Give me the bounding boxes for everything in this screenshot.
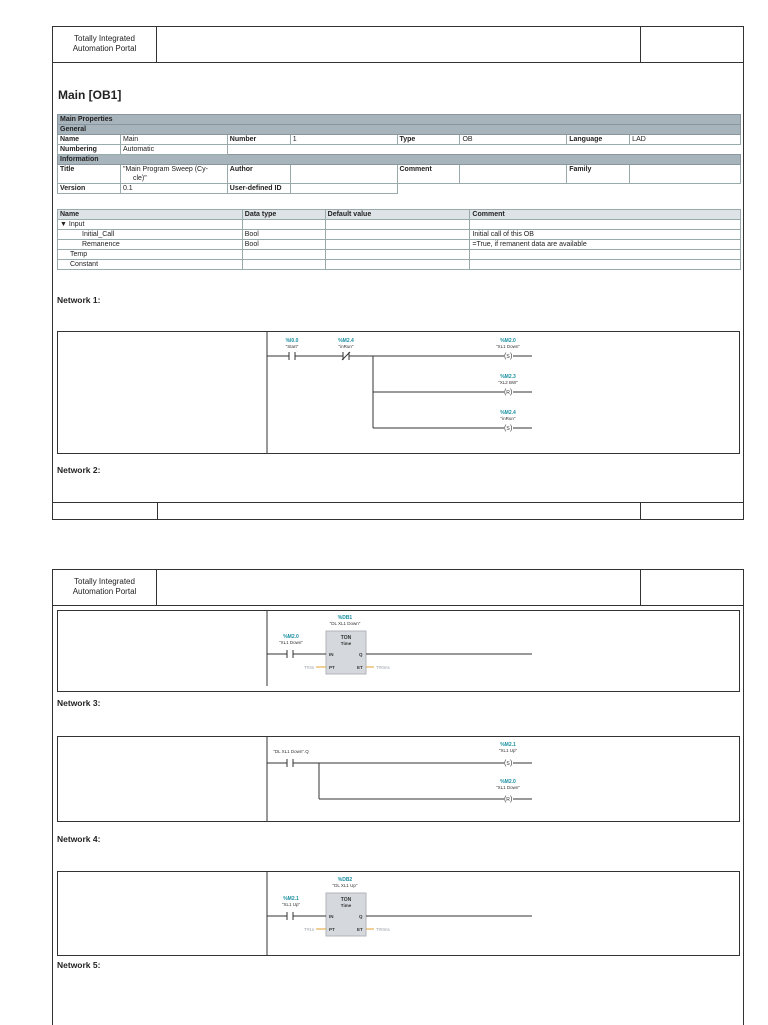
contact-tag: "XL1 Up" (281, 902, 301, 907)
network-4-ladder (58, 872, 739, 955)
pin-et: ET (357, 927, 363, 932)
pin-q: Q (359, 914, 363, 919)
title-label: Title (58, 165, 121, 184)
contact-1-address: %I0.0 (285, 338, 299, 344)
contact-2-address: %M2.4 (338, 338, 354, 344)
type-label: Type (397, 135, 460, 145)
col-data-type: Data type (242, 210, 325, 220)
table-row (58, 230, 741, 240)
brand-line-2: Automation Portal (72, 587, 137, 596)
row-name: Temp (58, 250, 243, 260)
contact-address: %M2.1 (283, 896, 299, 902)
svg-text:): ) (510, 425, 513, 432)
db-tag: "DL XL1 Up" (332, 883, 358, 888)
row-type: Bool (242, 240, 325, 250)
row-name: Input (68, 221, 85, 228)
main-properties-band: Main Properties (58, 115, 741, 125)
et-value: T#0ms (376, 665, 390, 670)
page-1-footer (52, 502, 744, 520)
svg-text:): ) (510, 353, 513, 360)
row-default (325, 230, 470, 240)
coil-3-tag: "inRun" (500, 416, 516, 421)
version-value: 0.1 (120, 184, 227, 194)
title-value (120, 165, 227, 184)
network-2-box (57, 610, 740, 692)
numbering-label: Numbering (58, 145, 121, 155)
row-type (242, 220, 325, 230)
comment-label: Comment (397, 165, 460, 184)
page-1-header (52, 26, 744, 63)
language-value: LAD (630, 135, 741, 145)
tia-portal-logo-text (53, 27, 157, 62)
numbering-value: Automatic (120, 145, 227, 155)
user-defined-id-label: User-defined ID (227, 184, 290, 194)
network-4-title: Network 4: (57, 834, 101, 844)
table-row (58, 240, 741, 250)
svg-text:): ) (510, 796, 513, 803)
table-row (58, 250, 741, 260)
family-label: Family (567, 165, 630, 184)
name-label: Name (58, 135, 121, 145)
row-default (325, 250, 470, 260)
row-comment: Initial call of this OB (470, 230, 741, 240)
network-2-ladder (58, 611, 739, 691)
row-name: Constant (58, 260, 243, 270)
coil-1-tag: "XL1 Down" (496, 344, 520, 349)
contact-tag: "DL XL1 Down".Q (273, 749, 309, 754)
information-band: Information (58, 155, 741, 165)
db-address: %DB2 (337, 877, 353, 883)
coil-1-tag: "XL1 Up" (498, 748, 518, 753)
row-type (242, 250, 325, 260)
coil-3-letter: S (506, 426, 510, 432)
pin-et: ET (357, 665, 363, 670)
network-5-title: Network 5: (57, 960, 101, 970)
row-name: Remanence (58, 240, 243, 250)
version-label: Version (58, 184, 121, 194)
number-label: Number (227, 135, 290, 145)
coil-2-letter: R (506, 390, 510, 396)
network-1-title: Network 1: (57, 295, 101, 305)
row-comment (470, 250, 741, 260)
language-label: Language (567, 135, 630, 145)
et-value: T#0ms (376, 927, 390, 932)
coil-2-tag: "XL1 Down" (496, 785, 520, 790)
network-1-box (57, 331, 740, 454)
network-3-box (57, 736, 740, 822)
db-tag: "DL XL1 Down" (329, 621, 361, 626)
svg-text:(: ( (504, 760, 507, 767)
pin-pt: PT (329, 927, 335, 932)
coil-1-letter: S (506, 761, 510, 767)
number-value: 1 (290, 135, 397, 145)
db-address: %DB1 (337, 615, 353, 621)
tia-portal-logo-text (53, 570, 157, 605)
properties-table (57, 114, 741, 194)
block-title: Main [OB1] (58, 88, 122, 102)
table-row (58, 220, 741, 230)
title-value-line-1: "Main Program Sweep (Cy- (122, 166, 208, 173)
pin-in: IN (329, 914, 334, 919)
name-value: Main (120, 135, 227, 145)
row-type: Bool (242, 230, 325, 240)
type-value: OB (460, 135, 567, 145)
family-value (630, 165, 741, 184)
contact-2-tag: "inRun" (338, 344, 354, 349)
network-2-title: Network 2: (57, 465, 101, 475)
coil-1-address: %M2.0 (500, 338, 516, 344)
coil-3-address: %M2.4 (500, 410, 516, 416)
pt-value: T#3s (303, 665, 314, 670)
col-default-value: Default value (325, 210, 470, 220)
coil-2-address: %M2.0 (500, 779, 516, 785)
interface-table (57, 209, 741, 270)
contact-1-tag: "Start" (285, 344, 299, 349)
coil-2-address: %M2.3 (500, 374, 516, 380)
row-comment: =True, if remanent data are available (470, 240, 741, 250)
contact-tag: "XL1 Down" (279, 640, 303, 645)
col-comment: Comment (470, 210, 741, 220)
svg-text:): ) (510, 760, 513, 767)
network-1-ladder (58, 332, 739, 453)
brand-line-1: Totally Integrated (74, 34, 135, 43)
row-default (325, 260, 470, 270)
pin-pt: PT (329, 665, 335, 670)
triangle-down-icon: ▼ (60, 221, 67, 228)
coil-1-letter: S (506, 354, 510, 360)
row-type (242, 260, 325, 270)
table-row (58, 260, 741, 270)
coil-1-address: %M2.1 (500, 742, 516, 748)
svg-text:(: ( (504, 796, 507, 803)
brand-line-2: Automation Portal (72, 44, 137, 53)
svg-text:(: ( (504, 425, 507, 432)
row-default (325, 240, 470, 250)
general-band: General (58, 125, 741, 135)
network-3-title: Network 3: (57, 698, 101, 708)
svg-text:): ) (510, 389, 513, 396)
row-comment (470, 260, 741, 270)
row-default (325, 220, 470, 230)
pt-value: T#1s (303, 927, 314, 932)
svg-text:(: ( (504, 389, 507, 396)
header-middle-cell (157, 570, 641, 605)
row-comment (470, 220, 741, 230)
coil-2-tag: "XL2 BW" (498, 380, 518, 385)
col-name: Name (58, 210, 243, 220)
header-middle-cell (157, 27, 641, 62)
ton-sub: Time (340, 903, 352, 908)
ton-sub: Time (340, 641, 352, 646)
pin-in: IN (329, 652, 334, 657)
brand-line-1: Totally Integrated (74, 577, 135, 586)
network-3-ladder (58, 737, 739, 821)
author-value (290, 165, 397, 184)
pin-q: Q (359, 652, 363, 657)
contact-address: %M2.0 (283, 634, 299, 640)
title-value-line-2: cle)" (132, 175, 147, 182)
page-2-header (52, 569, 744, 606)
ton-type: TON (340, 635, 352, 641)
row-name: Initial_Call (58, 230, 243, 240)
comment-value (460, 165, 567, 184)
ton-type: TON (340, 897, 352, 903)
coil-2-letter: R (506, 797, 510, 803)
user-defined-id-value (290, 184, 397, 194)
network-4-box (57, 871, 740, 956)
svg-text:(: ( (504, 353, 507, 360)
author-label: Author (227, 165, 290, 184)
